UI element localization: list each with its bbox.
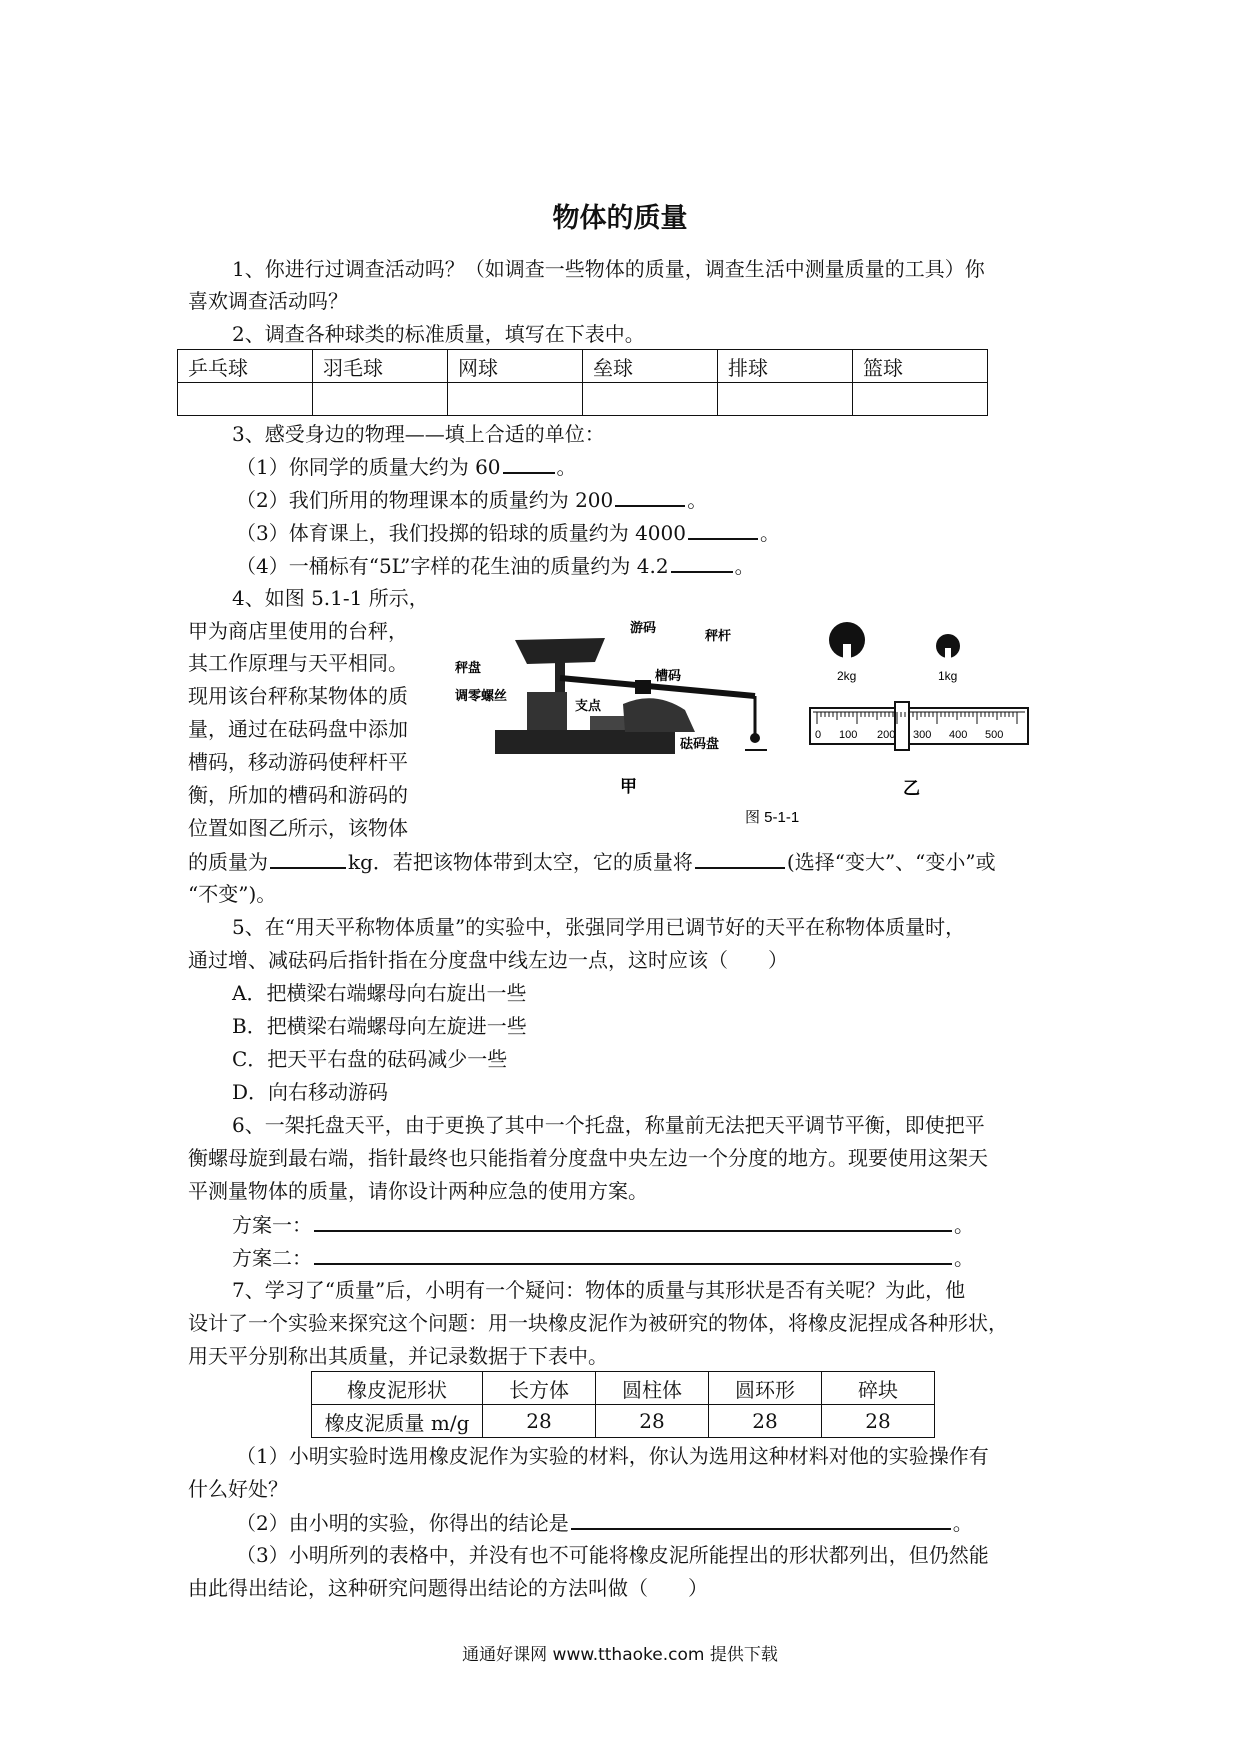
ball-header: 网球 xyxy=(448,350,583,383)
q5-line-2: 通过增、减砝码后指针指在分度盘中线左边一点，这时应该（ ） xyxy=(188,948,788,972)
label-fulcrum: 支点 xyxy=(575,698,602,713)
clay-header: 橡皮泥形状 xyxy=(312,1372,483,1405)
q4-line: 量，通过在砝码盘中添加 xyxy=(188,717,408,741)
platform-scale-icon xyxy=(495,638,767,754)
ruler-tick-label: 400 xyxy=(949,729,968,741)
label-zero-screw: 调零螺丝 xyxy=(455,688,508,703)
q3-item-1: （1）你同学的质量大约为 60 。 xyxy=(236,452,577,481)
ruler-tick-label: 100 xyxy=(839,729,858,741)
q7-sub1-line-2: 什么好处？ xyxy=(188,1477,288,1501)
label-slot-weight: 槽码 xyxy=(655,668,682,683)
page-footer: 通通好课网 www.tthaoke.com 提供下载 xyxy=(462,1645,778,1665)
answer-blank[interactable] xyxy=(688,518,758,540)
answer-blank[interactable] xyxy=(314,1243,952,1265)
weight-label: 2kg xyxy=(837,669,857,683)
ruler-tick-label: 300 xyxy=(913,729,932,741)
ruler-tick-label: 200 xyxy=(877,729,896,741)
clay-mass-table xyxy=(311,1371,935,1438)
q5-line-1: 5、在“用天平称物体质量”的实验中，张强同学用已调节好的天平在称物体质量时， xyxy=(232,915,966,939)
q7-line-3: 用天平分别称出其质量，并记录数据于下表中。 xyxy=(188,1344,608,1368)
q5-option-c[interactable]: C．把天平右盘的砝码减少一些 xyxy=(232,1047,508,1071)
weight-label: 1kg xyxy=(938,669,958,683)
q3-item-4: （4）一桶标有“5L”字样的花生油的质量约为 4.2 。 xyxy=(236,551,755,580)
answer-blank[interactable] xyxy=(695,847,785,869)
q4-line: 甲为商店里使用的台秤， xyxy=(188,619,408,643)
q4-line: 衡，所加的槽码和游码的 xyxy=(188,783,408,807)
q6-plan-2: 方案二： 。 xyxy=(232,1243,974,1272)
clay-mass-value: 28 xyxy=(483,1405,596,1438)
clay-mass-value: 28 xyxy=(822,1405,935,1438)
q4-line: 位置如图乙所示，该物体 xyxy=(188,816,408,840)
figure-5-1-1 xyxy=(455,620,1035,830)
answer-blank[interactable] xyxy=(314,1210,952,1232)
ruler-icon xyxy=(810,702,1028,750)
q6-plan-1: 方案一： 。 xyxy=(232,1210,974,1239)
ball-header: 羽毛球 xyxy=(313,350,448,383)
page-title: 物体的质量 xyxy=(552,203,688,234)
q7-sub2: （2）由小明的实验，你得出的结论是 。 xyxy=(236,1508,973,1537)
answer-blank[interactable] xyxy=(615,485,685,507)
q3-stem: 3、感受身边的物理——填上合适的单位： xyxy=(232,422,605,446)
ball-header: 垒球 xyxy=(583,350,718,383)
ruler-tick-label: 500 xyxy=(985,729,1004,741)
label-rider: 游码 xyxy=(630,620,657,635)
figure-caption: 图 5-1-1 xyxy=(745,809,800,826)
q2-stem: 2、调查各种球类的标准质量，填写在下表中。 xyxy=(232,322,645,346)
clay-mass-label: 橡皮泥质量 m/g xyxy=(312,1405,483,1438)
clay-header: 圆柱体 xyxy=(596,1372,709,1405)
q7-line-1: 7、学习了“质量”后，小明有一个疑问：物体的质量与其形状是否有关呢？为此，他 xyxy=(232,1278,966,1302)
q4-tail-2: “不变”)。 xyxy=(188,882,277,906)
q5-option-b[interactable]: B．把横梁右端螺母向左旋进一些 xyxy=(232,1014,527,1038)
q7-sub3-line-1: （3）小明所列的表格中，并没有也不可能将橡皮泥所能捏出的形状都列出，但仍然能 xyxy=(236,1543,989,1567)
q6-line-1: 6、一架托盘天平，由于更换了其中一个托盘，称量前无法把天平调节平衡，即使把平 xyxy=(232,1113,985,1137)
ball-header: 篮球 xyxy=(853,350,988,383)
ball-header: 排球 xyxy=(718,350,853,383)
clay-mass-value: 28 xyxy=(596,1405,709,1438)
ball-mass-cell[interactable] xyxy=(853,383,988,416)
clay-mass-value: 28 xyxy=(709,1405,822,1438)
ruler-tick-label: 0 xyxy=(815,729,822,741)
clay-header: 圆环形 xyxy=(709,1372,822,1405)
answer-blank[interactable] xyxy=(503,452,555,474)
label-yi: 乙 xyxy=(903,779,920,799)
q5-option-a[interactable]: A．把横梁右端螺母向右旋出一些 xyxy=(232,981,527,1005)
q7-line-2: 设计了一个实验来探究这个问题：用一块橡皮泥作为被研究的物体，将橡皮泥捏成各种形状， xyxy=(188,1311,1008,1335)
q6-line-2: 衡螺母旋到最右端，指针最终也只能指着分度盘中央左边一个分度的地方。现要使用这架天 xyxy=(188,1146,988,1170)
figure-drawing xyxy=(455,620,1035,830)
q7-sub1-line-1: （1）小明实验时选用橡皮泥作为实验的材料，你认为选用这种材料对他的实验操作有 xyxy=(236,1444,989,1468)
q4-tail-1: 的质量为 kg．若把该物体带到太空，它的质量将 (选择“变大”、“变小”或 xyxy=(188,847,996,876)
q7-sub3-line-2: 由此得出结论，这种研究问题得出结论的方法叫做（ ） xyxy=(188,1576,708,1600)
q4-line: 4、如图 5.1-1 所示， xyxy=(232,586,429,610)
answer-blank[interactable] xyxy=(270,847,346,869)
q1-line-2: 喜欢调查活动吗？ xyxy=(188,289,348,313)
label-weight-pan: 砝码盘 xyxy=(680,736,720,751)
q6-line-3: 平测量物体的质量，请你设计两种应急的使用方案。 xyxy=(188,1179,648,1203)
clay-header: 碎块 xyxy=(822,1372,935,1405)
slot-weight-icon xyxy=(829,622,960,662)
label-scale-pan: 秤盘 xyxy=(455,660,482,675)
ball-mass-cell[interactable] xyxy=(313,383,448,416)
ball-mass-cell[interactable] xyxy=(583,383,718,416)
q3-item-3: （3）体育课上，我们投掷的铅球的质量约为 4000 。 xyxy=(236,518,780,547)
q4-line: 槽码，移动游码使秤杆平 xyxy=(188,750,408,774)
label-jia: 甲 xyxy=(620,777,637,797)
label-beam: 秤杆 xyxy=(705,628,732,643)
ball-header: 乒乓球 xyxy=(178,350,313,383)
q4-line: 其工作原理与天平相同。 xyxy=(188,651,408,675)
answer-blank[interactable] xyxy=(571,1508,951,1530)
clay-header: 长方体 xyxy=(483,1372,596,1405)
q5-option-d[interactable]: D．向右移动游码 xyxy=(232,1080,389,1104)
q3-item-2: （2）我们所用的物理课本的质量约为 200 。 xyxy=(236,485,707,514)
ball-mass-cell[interactable] xyxy=(718,383,853,416)
ball-mass-cell[interactable] xyxy=(448,383,583,416)
ball-mass-cell[interactable] xyxy=(178,383,313,416)
ball-mass-table xyxy=(177,349,988,416)
q4-line: 现用该台秤称某物体的质 xyxy=(188,684,408,708)
q1-line-1: 1、你进行过调查活动吗？（如调查一些物体的质量，调查生活中测量质量的工具）你 xyxy=(232,257,985,281)
answer-blank[interactable] xyxy=(671,551,733,573)
